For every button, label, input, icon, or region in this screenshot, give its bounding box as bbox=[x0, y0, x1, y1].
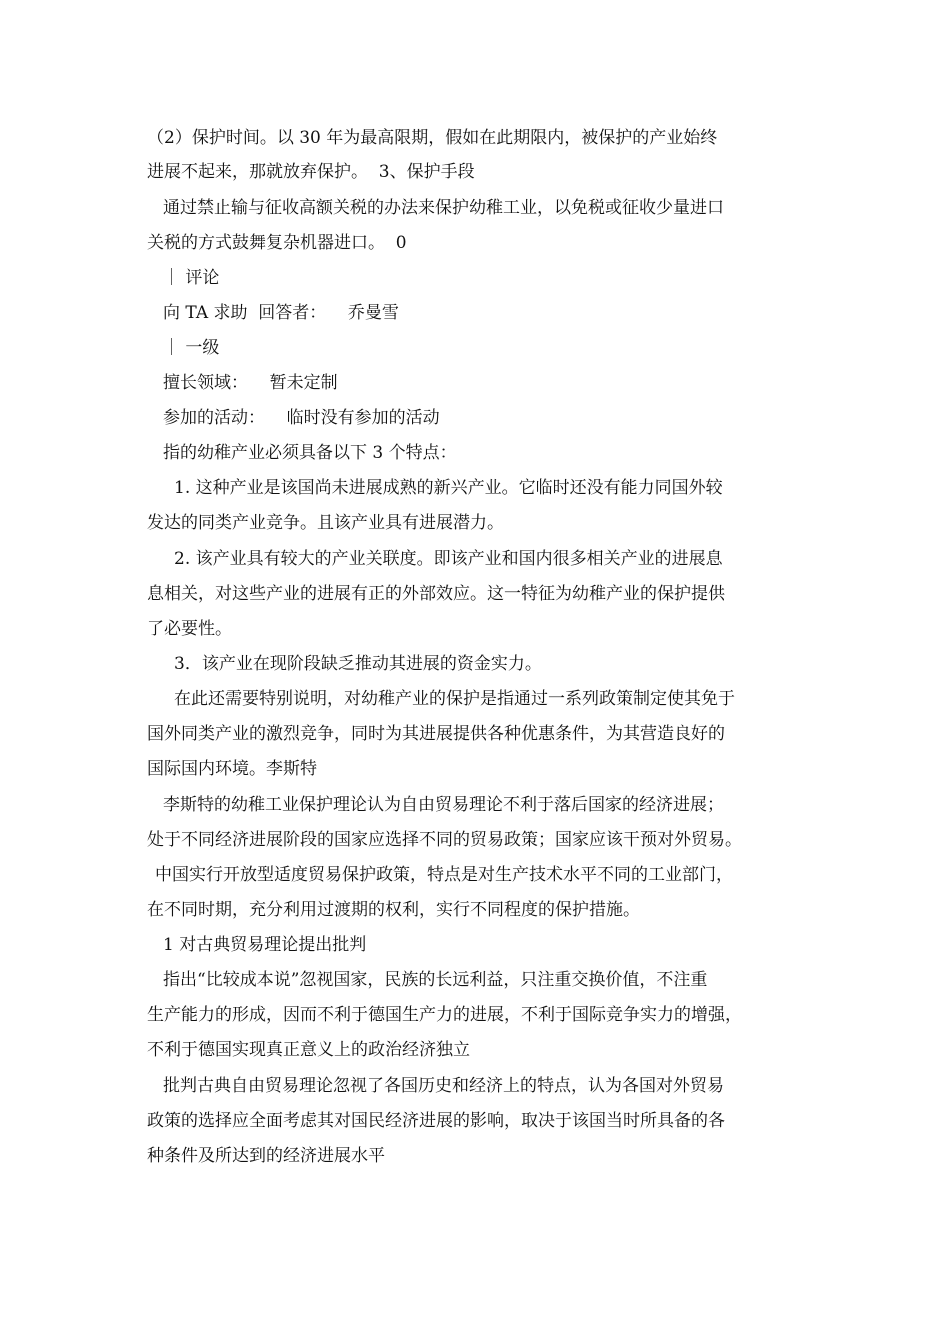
text-line: 发达的同类产业竞争。且该产业具有进展潜力。 bbox=[147, 513, 504, 533]
text-line: 息相关，对这些产业的进展有正的外部效应。这一特征为幼稚产业的保护提供 bbox=[147, 584, 725, 604]
text-line: 1 对古典贸易理论提出批判 bbox=[163, 935, 367, 955]
text-line: ｜ 评论 bbox=[163, 268, 220, 288]
text-line: 向 TA 求助 回答者： 乔曼雪 bbox=[163, 303, 399, 323]
text-line: 在不同时期，充分利用过渡期的权利，实行不同程度的保护措施。 bbox=[147, 900, 640, 920]
text-line: 批判古典自由贸易理论忽视了各国历史和经济上的特点，认为各国对外贸易 bbox=[163, 1076, 724, 1096]
text-line: 生产能力的形成，因而不利于德国生产力的进展，不利于国际竞争实力的增强， bbox=[147, 1005, 742, 1025]
text-line: 中国实行开放型适度贸易保护政策，特点是对生产技术水平不同的工业部门， bbox=[155, 865, 733, 885]
text-line: 指出“比较成本说”忽视国家，民族的长远利益，只注重交换价值，不注重 bbox=[163, 970, 708, 990]
text-line: 3．该产业在现阶段缺乏推动其进展的资金实力。 bbox=[174, 654, 542, 674]
text-line: 参加的活动： 临时没有参加的活动 bbox=[163, 408, 440, 428]
text-line: 关税的方式鼓舞复杂机器进口。 0 bbox=[147, 233, 407, 253]
text-line: 在此还需要特别说明，对幼稚产业的保护是指通过一系列政策制定使其免于 bbox=[174, 689, 735, 709]
text-line: 政策的选择应全面考虑其对国民经济进展的影响，取决于该国当时所具备的各 bbox=[147, 1111, 725, 1131]
text-line: （2）保护时间。以 30 年为最高限期，假如在此期限内，被保护的产业始终 bbox=[147, 128, 718, 148]
text-line: 1. 这种产业是该国尚未进展成熟的新兴产业。它临时还没有能力同国外较 bbox=[174, 478, 723, 498]
text-line: 通过禁止输与征收高额关税的办法来保护幼稚工业，以免税或征收少量进口 bbox=[163, 198, 724, 218]
text-line: 指的幼稚产业必须具备以下 3 个特点： bbox=[163, 443, 457, 463]
text-line: 不利于德国实现真正意义上的政治经济独立 bbox=[147, 1040, 470, 1060]
text-line: ｜ 一级 bbox=[163, 338, 220, 358]
text-line: 国外同类产业的激烈竞争，同时为其进展提供各种优惠条件，为其营造良好的 bbox=[147, 724, 725, 744]
text-line: 李斯特的幼稚工业保护理论认为自由贸易理论不利于落后国家的经济进展； bbox=[163, 795, 724, 815]
text-line: 进展不起来，那就放弃保护。 3、保护手段 bbox=[147, 162, 475, 182]
text-line: 处于不同经济进展阶段的国家应选择不同的贸易政策；国家应该干预对外贸易。 bbox=[147, 830, 742, 850]
text-line: 了必要性。 bbox=[147, 619, 232, 639]
text-line: 国际国内环境。李斯特 bbox=[147, 759, 317, 779]
text-line: 擅长领域： 暂未定制 bbox=[163, 373, 338, 393]
text-line: 种条件及所达到的经济进展水平 bbox=[147, 1146, 385, 1166]
text-line: 2. 该产业具有较大的产业关联度。即该产业和国内很多相关产业的进展息 bbox=[174, 549, 723, 569]
